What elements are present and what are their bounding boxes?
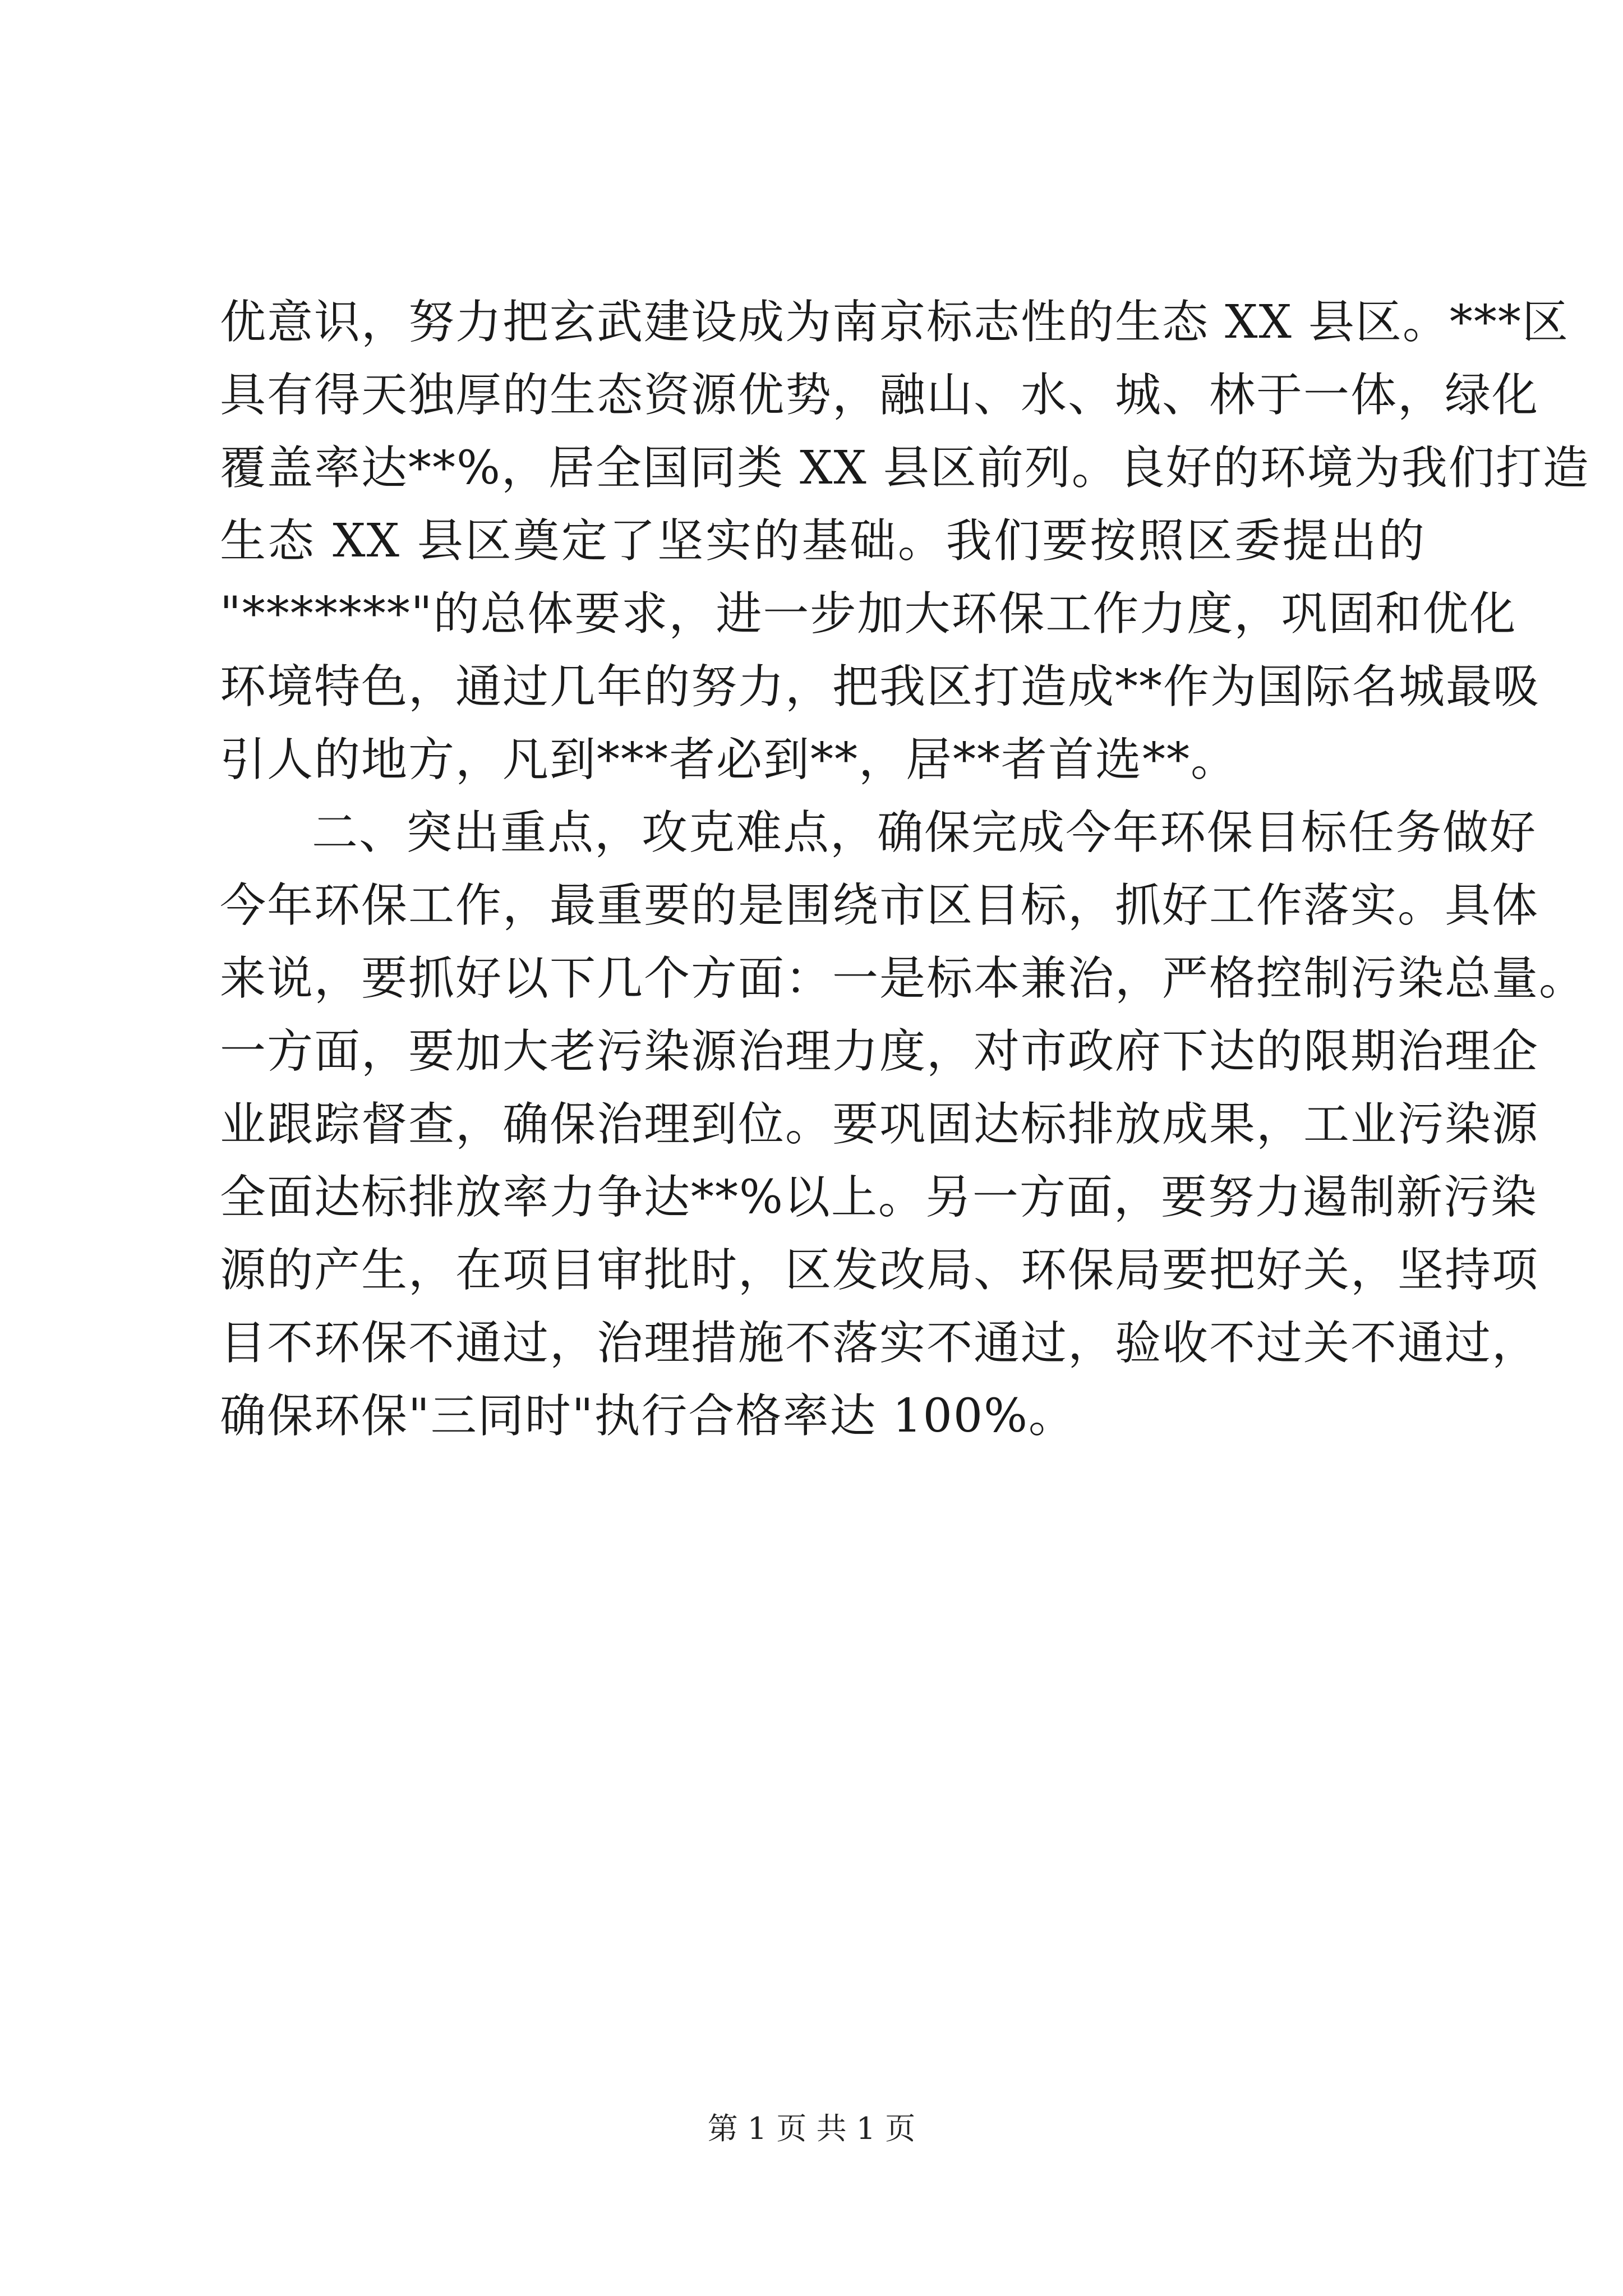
document-body — [220, 286, 1590, 1453]
text-line: 今年环保工作，最重要的是围绕市区目标，抓好工作落实。具体 — [220, 879, 1539, 932]
section-heading-line: 二、突出重点，攻克难点，确保完成今年环保目标任务做好 — [312, 806, 1537, 859]
text-line: 确保环保"三同时"执行合格率达 100%。 — [220, 1389, 1076, 1443]
text-line: 引人的地方，凡到***者必到**，居**者首选**。 — [220, 733, 1238, 786]
text-line: 来说，要抓好以下几个方面：一是标本兼治，严格控制污染总量。 — [220, 952, 1587, 1005]
text-line: 一方面，要加大老污染源治理力度，对市政府下达的限期治理企 — [220, 1025, 1539, 1078]
text-line: 生态 XX 县区奠定了坚实的基础。我们要按照区委提出的 — [220, 514, 1426, 568]
text-line: 环境特色，通过几年的努力，把我区打造成**作为国际名城最吸 — [220, 660, 1541, 714]
page-footer — [0, 2109, 1623, 2148]
text-line: 具有得天独厚的生态资源优势，融山、水、城、林于一体，绿化 — [220, 369, 1539, 422]
text-line: "*******"的总体要求，进一步加大环保工作力度，巩固和优化 — [220, 587, 1517, 641]
text-line: 覆盖率达**%，居全国同类 XX 县区前列。良好的环境为我们打造 — [220, 441, 1590, 495]
text-line: 业跟踪督查，确保治理到位。要巩固达标排放成果，工业污染源 — [220, 1098, 1539, 1151]
page-number-label: 第 1 页 共 1 页 — [707, 2111, 916, 2146]
text-line: 目不环保不通过，治理措施不落实不通过，验收不过关不通过， — [220, 1317, 1539, 1370]
text-line: 源的产生，在项目审批时，区发改局、环保局要把好关，坚持项 — [220, 1244, 1539, 1297]
text-line: 优意识，努力把玄武建设成为南京标志性的生态 XX 县区。***区 — [220, 296, 1569, 349]
text-line: 全面达标排放率力争达**%以上。另一方面，要努力遏制新污染 — [220, 1171, 1538, 1224]
